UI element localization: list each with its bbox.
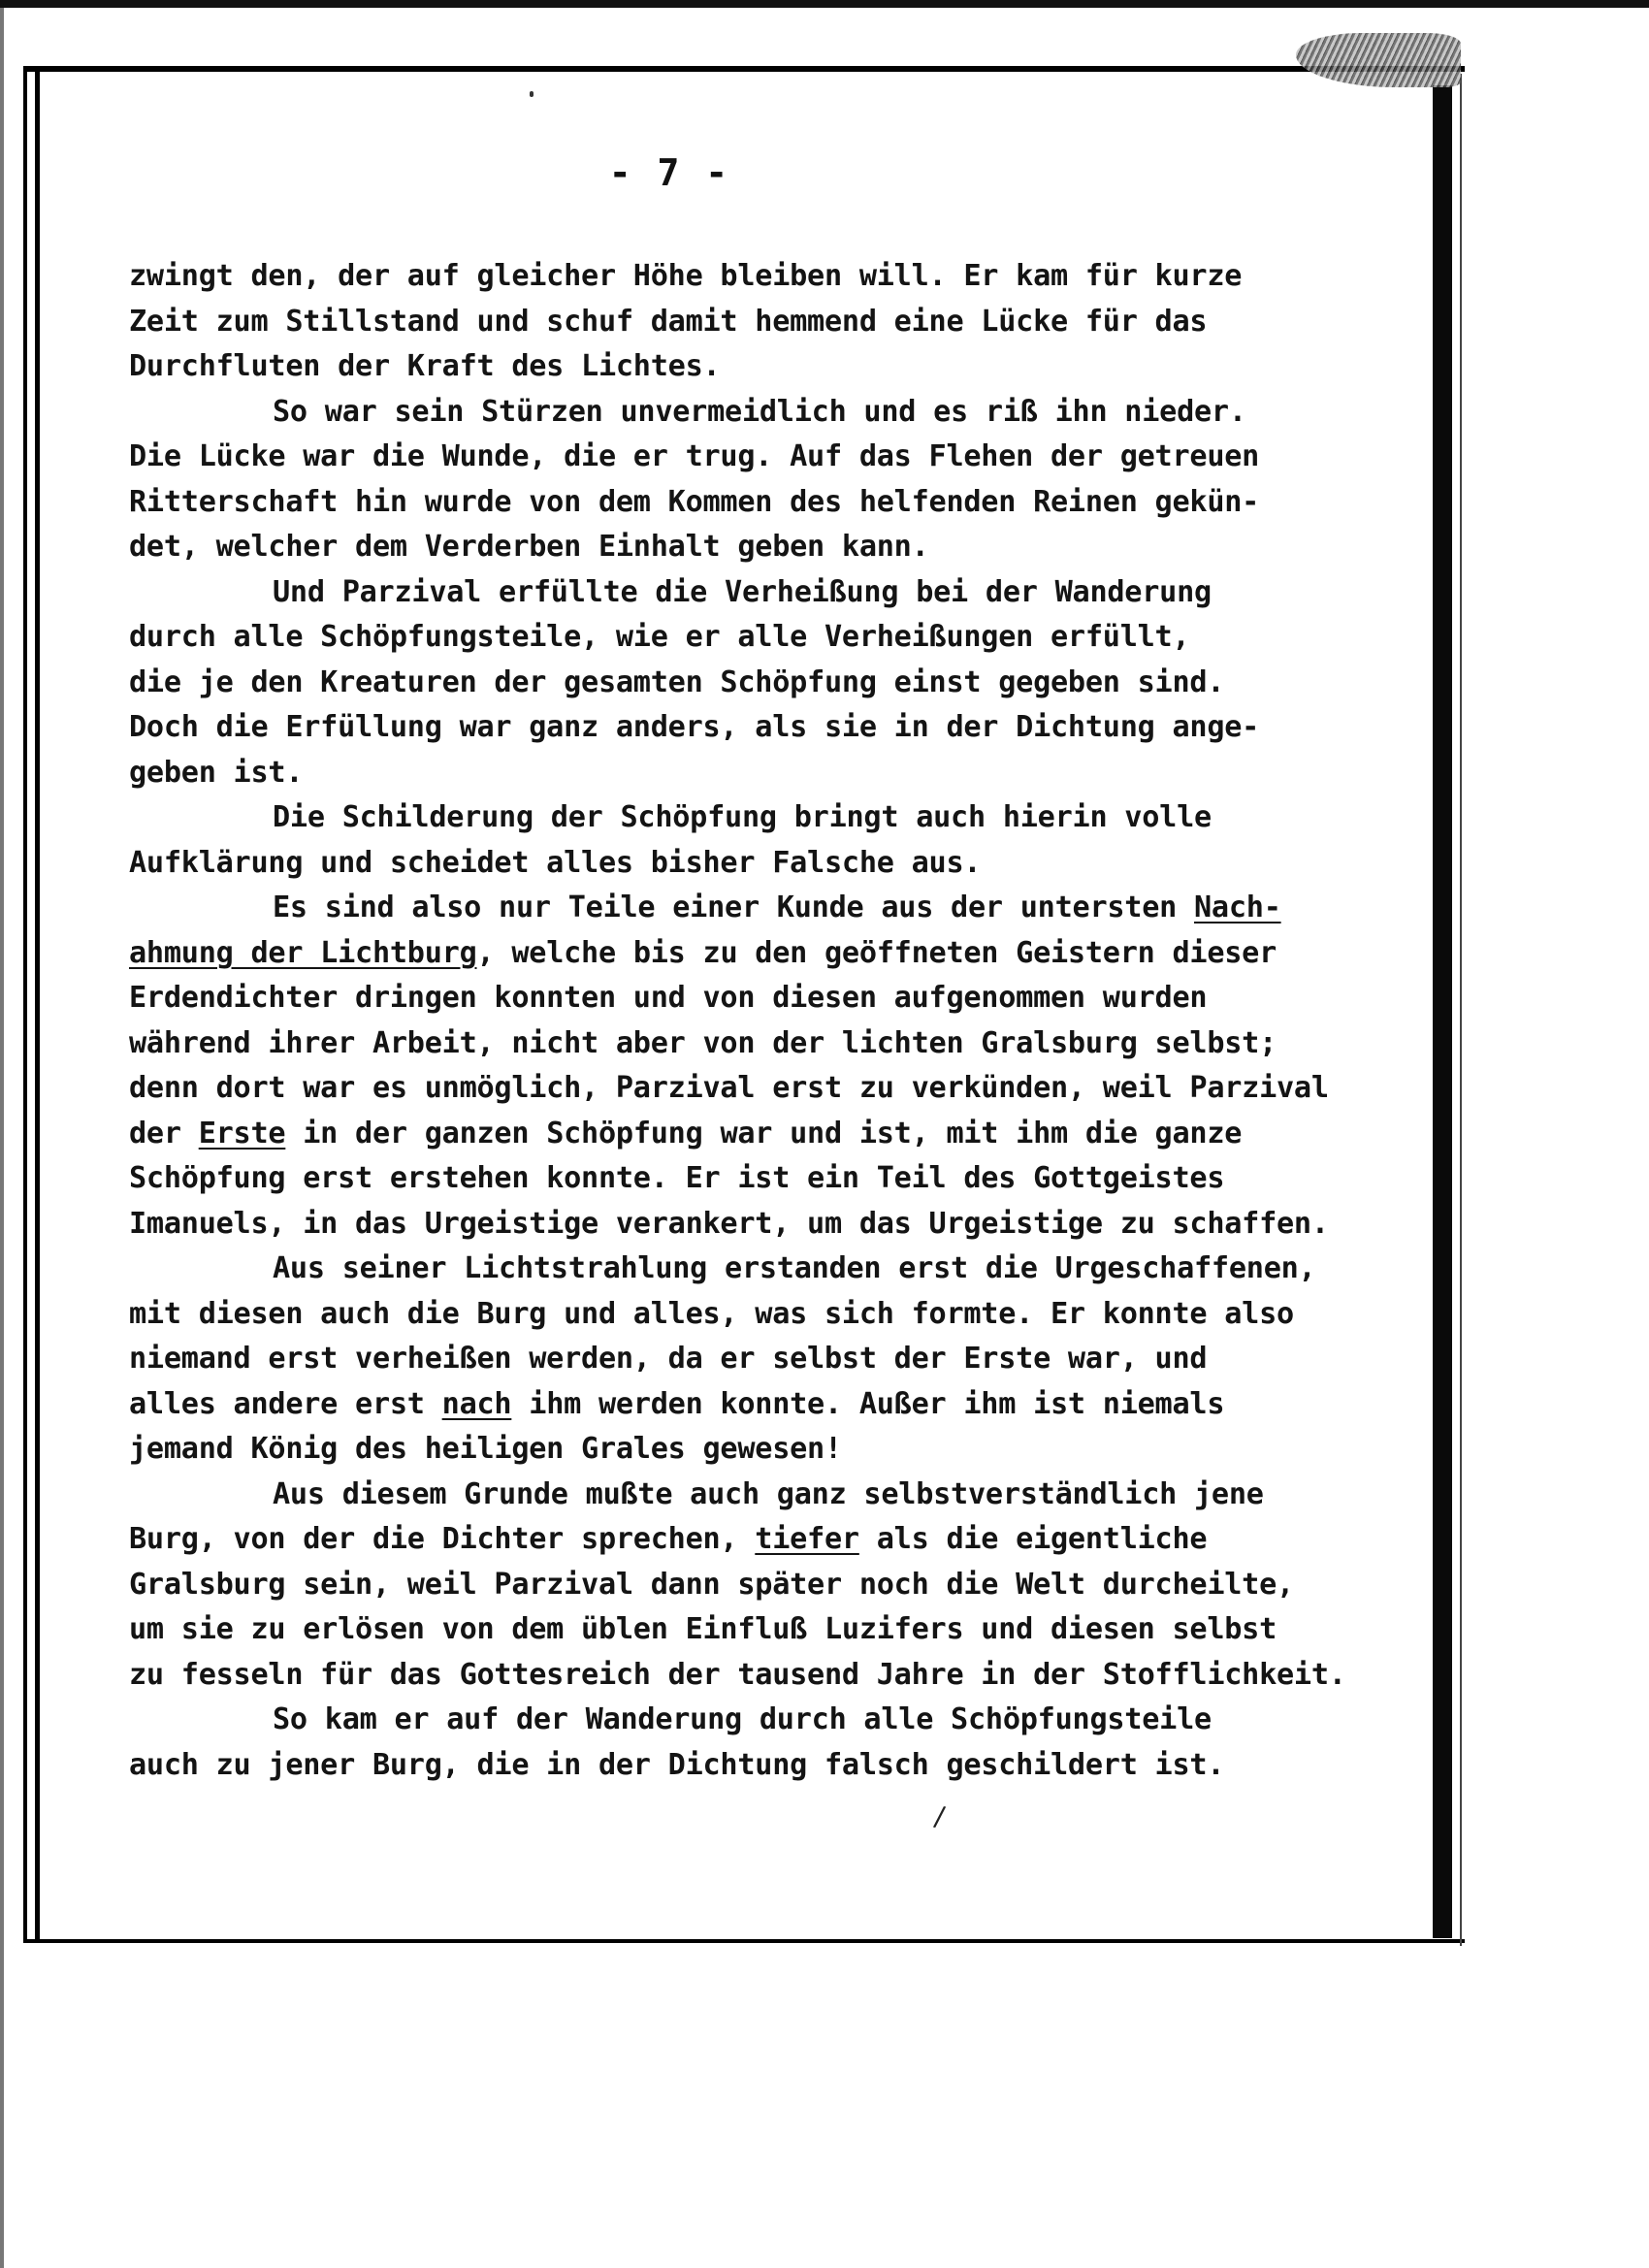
text-line: jemand König des heiligen Grales gewesen! — [129, 1432, 842, 1466]
text-line: Und Parzival erfüllte die Verheißung bei der Wanderung — [273, 574, 1212, 609]
page-left-border — [35, 72, 40, 1939]
page-right-shadow — [1460, 74, 1462, 1946]
text-line: denn dort war es unmöglich, Parzival erst zu verkünden, weil Parzival — [129, 1071, 1329, 1105]
text-line: Imanuels, in das Urgeistige verankert, um das Urgeistige zu schaffen. — [129, 1206, 1329, 1241]
text-line: zu fesseln für das Gottesreich der tausend Jahre in der Stofflichkeit. — [129, 1657, 1346, 1692]
underlined-phrase: tiefer — [755, 1522, 859, 1556]
dust-mark — [530, 91, 534, 97]
text-line: der Erste in der ganzen Schöpfung war und ist, mit ihm die ganze — [129, 1116, 1243, 1150]
text-line: um sie zu erlösen von dem üblen Einfluß Luzifers und diesen selbst — [129, 1612, 1277, 1646]
text-line: während ihrer Arbeit, nicht aber von der lichten Gralsburg selbst; — [129, 1025, 1277, 1060]
text-line: Schöpfung erst erstehen konnte. Er ist ein Teil des Gottgeistes — [129, 1161, 1225, 1195]
text-line: mit diesen auch die Burg und alles, was sich formte. Er konnte also — [129, 1296, 1294, 1331]
text-line: Aus seiner Lichtstrahlung erstanden erst die Urgeschaffenen, — [273, 1251, 1316, 1285]
text-line: Es sind also nur Teile einer Kunde aus der untersten Nach- — [273, 891, 1281, 924]
text-line: die je den Kreaturen der gesamten Schöpfung einst gegeben sind. — [129, 664, 1225, 699]
text-line: durch alle Schöpfungsteile, wie er alle Verheißungen erfüllt, — [129, 620, 1190, 654]
text-line: Erdendichter dringen konnten und von diesen aufgenommen wurden — [129, 981, 1208, 1015]
text-line: Zeit zum Stillstand und schuf damit hemmend eine Lücke für das — [129, 304, 1208, 339]
text-line: zwingt den, der auf gleicher Höhe bleiben will. Er kam für kurze — [129, 259, 1243, 293]
text-line: Aus diesem Grunde mußte auch ganz selbstverständlich jene — [273, 1476, 1264, 1511]
underlined-phrase: Erste — [198, 1116, 286, 1150]
scan-left-edge — [0, 8, 4, 2268]
text-line: Die Schilderung der Schöpfung bringt auch hierin volle — [273, 800, 1212, 834]
text-line: Durchfluten der Kraft des Lichtes. — [129, 349, 721, 383]
text-line: Doch die Erfüllung war ganz anders, als sie in der Dichtung ange- — [129, 710, 1260, 744]
text-line: Aufklärung und scheidet alles bisher Falsche aus. — [129, 845, 982, 880]
text-line: Ritterschaft hin wurde von dem Kommen des helfenden Reinen gekün- — [129, 484, 1260, 519]
text-line: ahmung der Lichtburg, welche bis zu den geöffneten Geistern dieser — [129, 935, 1277, 970]
scan-top-edge — [0, 0, 1649, 8]
underlined-phrase: Nach- — [1194, 891, 1281, 924]
text-line: det, welcher dem Verderben Einhalt geben kann. — [129, 530, 929, 564]
text-line: So kam er auf der Wanderung durch alle Schöpfungsteile — [273, 1702, 1212, 1736]
text-line: Die Lücke war die Wunde, die er trug. Auf das Flehen der getreuen — [129, 439, 1260, 473]
page-number: - 7 - — [608, 151, 730, 194]
underlined-phrase: ahmung der Lichtburg — [129, 935, 477, 970]
stray-pen-mark: / — [932, 1799, 948, 1833]
underlined-phrase: nach — [441, 1386, 512, 1421]
text-line: alles andere erst nach ihm werden konnte. Außer ihm ist niemals — [129, 1386, 1225, 1421]
text-line: geben ist. — [129, 755, 304, 790]
text-line: Gralsburg sein, weil Parzival dann später noch die Welt durcheilte, — [129, 1567, 1294, 1602]
text-line: Burg, von der die Dichter sprechen, tiefer als die eigentliche — [129, 1522, 1208, 1556]
text-line: So war sein Stürzen unvermeidlich und es riß ihn nieder. — [273, 394, 1246, 429]
text-line: auch zu jener Burg, die in der Dichtung falsch geschildert ist. — [129, 1747, 1225, 1782]
body-text — [129, 254, 1448, 1788]
text-line: niemand erst verheißen werden, da er selbst der Erste war, und — [129, 1342, 1208, 1376]
